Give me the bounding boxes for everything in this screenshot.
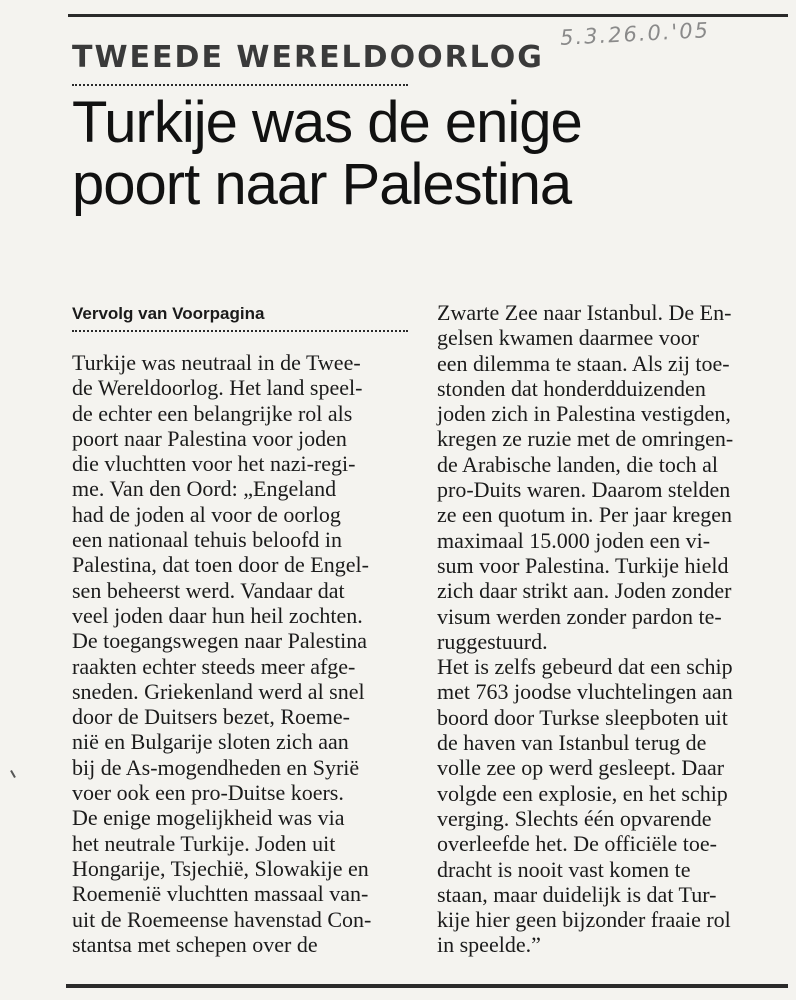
article-column-left — [72, 350, 371, 957]
handwritten-note: 5.3.26.0.'05 — [559, 18, 711, 50]
article-line: raakten echter steeds meer afge- — [72, 653, 356, 679]
article-line: me. Van den Oord: „Engeland — [72, 476, 337, 502]
article-line: veel joden daar hun heil zochten. — [72, 602, 363, 628]
article-line: ze een quotum in. Per jaar kregen — [437, 502, 733, 528]
article-line: kije hier geen bijzonder fraaie rol — [437, 907, 731, 933]
article-line: Het is zelfs gebeurd dat een schip — [437, 654, 733, 680]
article-line: joden zich in Palestina vestigden, — [437, 401, 731, 427]
section-kicker: TWEEDE WERELDOORLOG — [72, 40, 544, 75]
article-line: gelsen kwamen daarmee voor — [437, 325, 700, 351]
article-line: staan, maar duidelijk is dat Tur- — [437, 881, 717, 907]
article-line: nië en Bulgarije sloten zich aan — [72, 729, 349, 755]
article-line: de Wereldoorlog. Het land speel- — [72, 375, 363, 401]
article-line: stantsa met schepen over de — [72, 931, 318, 957]
article-line: De enige mogelijkheid was via — [72, 805, 345, 831]
article-line: de haven van Istanbul terug de — [437, 730, 707, 756]
article-line: voer ook een pro-Duitse koers. — [72, 780, 344, 806]
article-line: De toegangswegen naar Palestina — [72, 628, 368, 654]
stray-pen-mark — [10, 770, 16, 778]
headline-line-1: Turkije was de enige — [72, 90, 582, 155]
byline-dotted-rule — [72, 330, 408, 332]
article-line: sum voor Palestina. Turkije hield — [437, 552, 729, 578]
article-line: een dilemma te staan. Als zij toe- — [437, 350, 730, 376]
article-line: volgde een explosie, en het schip — [437, 780, 728, 806]
article-line: sen beheerst werd. Vandaar dat — [72, 577, 345, 603]
byline: Vervolg van Voorpagina — [72, 304, 265, 323]
article-line: in speelde.” — [437, 932, 541, 958]
kicker-dotted-rule — [72, 84, 408, 86]
article-line: met 763 joodse vluchtelingen aan — [437, 679, 733, 705]
article-line: volle zee op werd gesleept. Daar — [437, 755, 725, 781]
article-line: Turkije was neutraal in de Twee- — [72, 350, 361, 375]
bottom-rule — [66, 984, 788, 988]
article-line: Hongarije, Tsjechië, Slowakije en — [72, 855, 369, 881]
top-rule — [68, 14, 788, 17]
article-line: uit de Roemeense havenstad Con- — [72, 906, 372, 932]
article-line: bij de As-mogendheden en Syrië — [72, 754, 360, 780]
article-line: overleefde het. De officiële toe- — [437, 831, 717, 857]
headline-line-2: poort naar Palestina — [72, 152, 572, 217]
article-line: dracht is nooit vast komen te — [437, 856, 691, 882]
article-line: ruggestuurd. — [437, 628, 548, 654]
article-line: verging. Slechts één opvarende — [437, 805, 712, 831]
article-line: zich daar strikt aan. Joden zonder — [437, 578, 732, 604]
article-line: Palestina, dat toen door de Engel- — [72, 552, 369, 578]
article-line: een nationaal tehuis beloofd in — [72, 527, 343, 553]
article-line: die vluchtten voor het nazi-regi- — [72, 451, 356, 477]
article-line: boord door Turkse sleepboten uit — [437, 704, 728, 730]
article-line: sneden. Griekenland werd al snel — [72, 678, 365, 704]
article-line: de Arabische landen, die toch al — [437, 451, 719, 477]
article-line: Zwarte Zee naar Istanbul. De En- — [437, 300, 732, 325]
article-line: poort naar Palestina voor joden — [72, 425, 347, 451]
article-line: maximaal 15.000 joden een vi- — [437, 527, 711, 553]
article-line: pro-Duits waren. Daarom stelden — [437, 477, 731, 503]
article-line: door de Duitsers bezet, Roeme- — [72, 704, 350, 730]
headline — [72, 92, 712, 216]
article-line: visum werden zonder pardon te- — [437, 603, 722, 629]
article-line: Roemenië vluchtten massaal van- — [72, 881, 369, 907]
article-line: de echter een belangrijke rol als — [72, 400, 353, 426]
article-line: het neutrale Turkije. Joden uit — [72, 830, 336, 856]
article-column-right — [437, 300, 733, 958]
article-line: kregen ze ruzie met de omringen- — [437, 426, 734, 452]
article-line: had de joden al voor de oorlog — [72, 501, 341, 527]
article-line: stonden dat honderdduizenden — [437, 375, 706, 401]
